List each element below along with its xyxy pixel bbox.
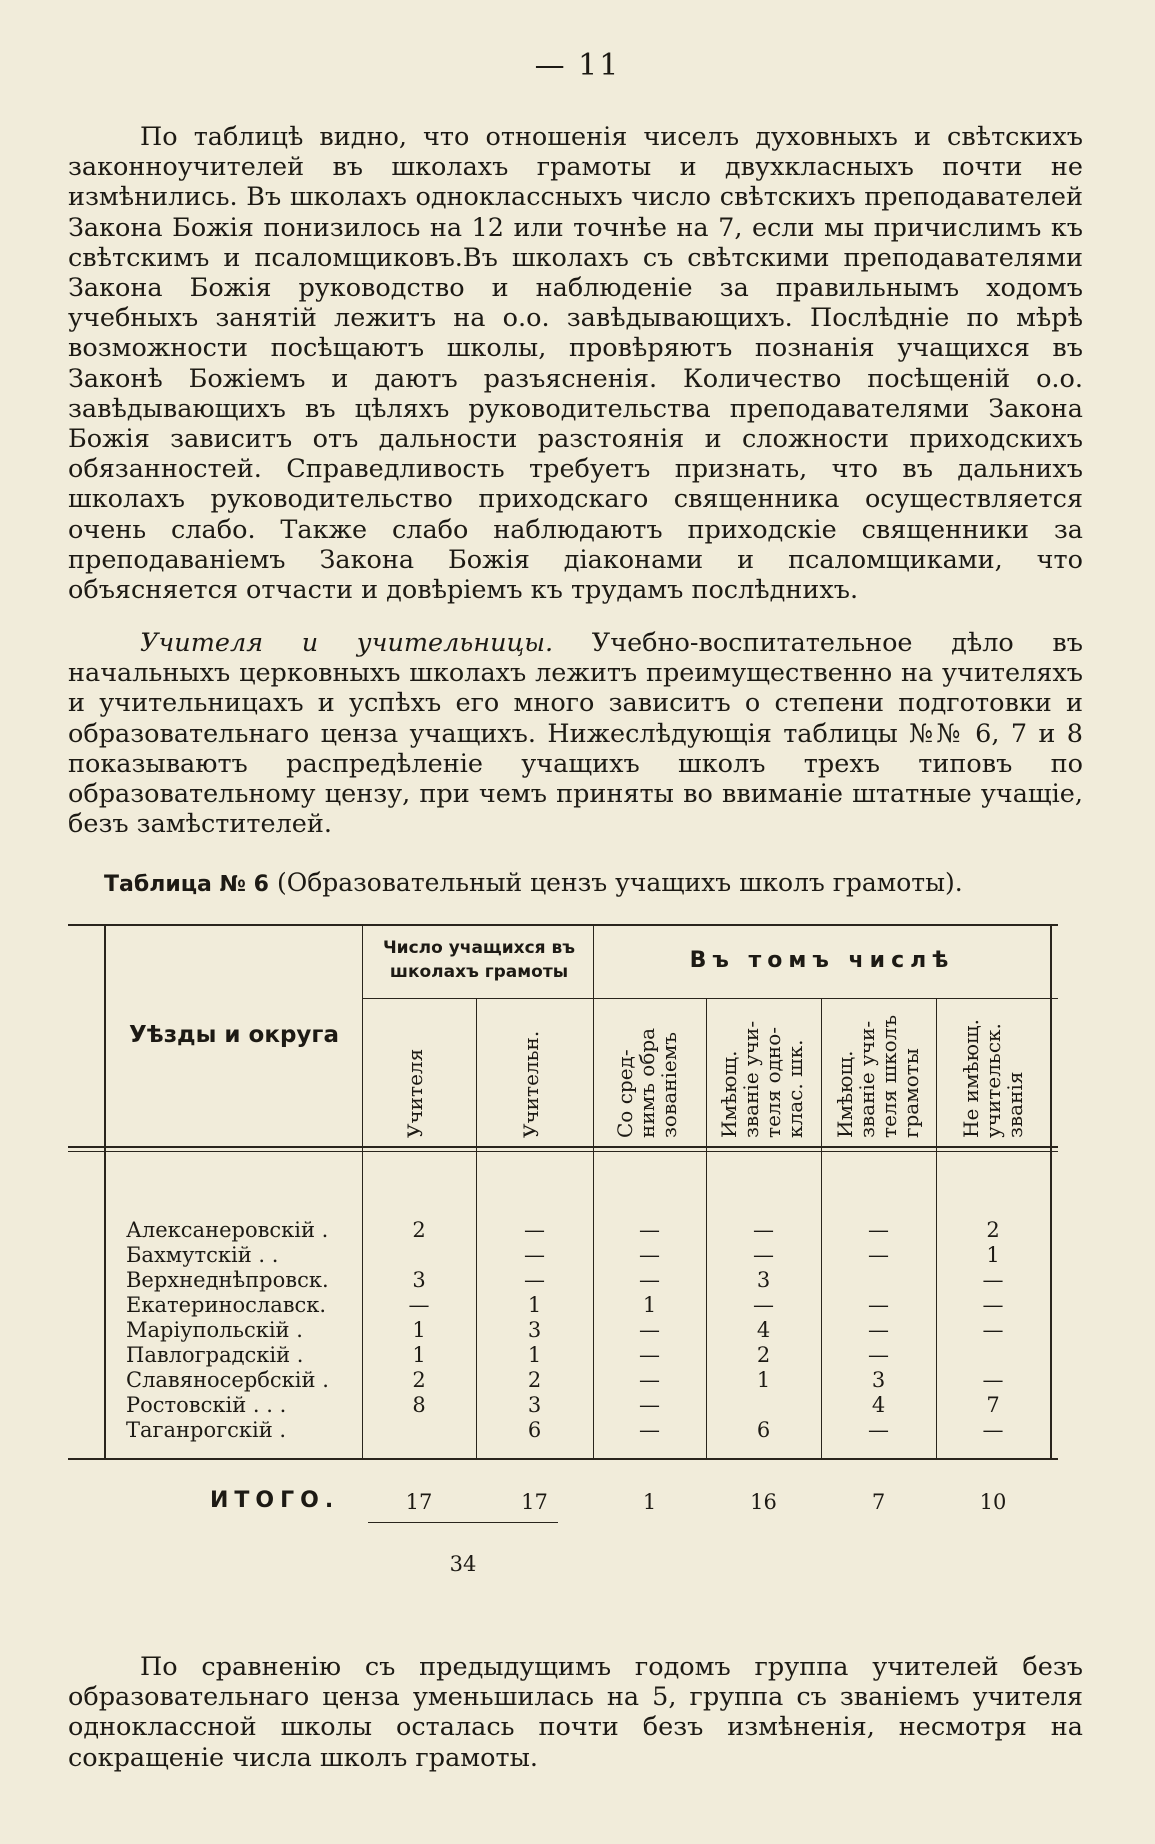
cell-none: — xyxy=(982,1268,1004,1292)
table-row xyxy=(68,1343,1058,1368)
table-header-bottom-rule-2 xyxy=(68,1151,1058,1152)
cell-one-class: — xyxy=(753,1243,774,1267)
total-label: ИТОГО. xyxy=(210,1488,340,1513)
header-group-including: Въ томъ числѣ xyxy=(689,948,955,973)
district-name: Славяносербскій . xyxy=(126,1368,329,1392)
paragraph-2 xyxy=(68,628,1083,839)
cell-teachers-m: 1 xyxy=(412,1318,426,1342)
district-name: Павлоградскій . xyxy=(126,1343,304,1367)
cell-one-class: 2 xyxy=(756,1343,771,1367)
cell-teachers-f: 6 xyxy=(527,1418,542,1442)
cell-teachers-m: 1 xyxy=(412,1343,426,1367)
cell-literacy: — xyxy=(868,1243,889,1267)
header-secondary-edu: Со сред- нимъ обра зованіемъ xyxy=(613,1027,681,1138)
district-name: Бахмутскій . . xyxy=(126,1243,279,1267)
cell-none: — xyxy=(982,1368,1004,1392)
cell-secondary: — xyxy=(639,1268,660,1292)
cell-teachers-m: 3 xyxy=(412,1268,426,1292)
table-row xyxy=(68,1293,1058,1318)
total-secondary: 1 xyxy=(642,1490,657,1514)
paragraph-3 xyxy=(68,1652,1083,1773)
header-teachers-f: Учительн. xyxy=(519,1030,543,1138)
cell-none: 7 xyxy=(986,1393,1000,1417)
table-total-rule xyxy=(68,1458,1058,1460)
cell-teachers-f: — xyxy=(524,1268,545,1292)
paragraph-1-text: По таблицѣ видно, что отношенія чиселъ духовныхъ и свѣтскихъ законноучителей въ школахъ грамоты и двухкласныхъ почти не измѣнились. Въ школахъ одноклассныхъ число свѣтскихъ преподавателей Закона Божія понизилось на 12 или точнѣе на 7, если мы причислимъ къ свѣтскимъ и псаломщиковъ.Въ школахъ съ свѣтскими преподавателями Закона Божія руководство и наблюденіе за правильнымъ ходомъ учебныхъ занятій лежитъ на о.о. завѣдывающихъ. Послѣдніе по мѣрѣ возможности посѣщаютъ школы, провѣряютъ познанія учащихся въ Законѣ Божіемъ и даютъ разъясненія. Количество посѣщеній о.о. завѣдывающихъ въ цѣляхъ руководительства преподавателями Закона Божія зависитъ отъ дальности разстоянія и сложности приходскихъ обязанностей. Справедливость требуетъ признать, что въ дальнихъ школахъ руководительство приходскаго священника осуществляется очень слабо. Также слабо наблюдаютъ приходскіе священники за преподаваніемъ Закона Божія діаконами и псаломщиками, что объясняется отчасти и довѣріемъ къ трудамъ послѣднихъ. xyxy=(68,122,1083,606)
cell-teachers-f: 3 xyxy=(527,1393,542,1417)
cell-teachers-f: 2 xyxy=(527,1368,542,1392)
district-name: Ростовскій . . . xyxy=(126,1393,287,1417)
cell-none: 2 xyxy=(986,1218,1000,1242)
paragraph-1 xyxy=(68,122,1083,605)
cell-teachers-f: — xyxy=(524,1218,545,1242)
table-row xyxy=(68,1318,1058,1343)
cell-literacy: 4 xyxy=(871,1393,886,1417)
cell-literacy: — xyxy=(868,1343,889,1367)
table-caption xyxy=(104,868,1104,897)
cell-none: — xyxy=(982,1318,1004,1342)
total-sum: 34 xyxy=(449,1552,477,1576)
page-number: — 11 xyxy=(534,48,621,83)
cell-one-class: 4 xyxy=(756,1318,771,1342)
header-group-count: Число учащихся въ школахъ грамоты xyxy=(382,938,576,982)
cell-literacy: — xyxy=(868,1218,889,1242)
cell-literacy: 3 xyxy=(871,1368,886,1392)
total-teachers-m: 17 xyxy=(405,1490,433,1514)
cell-one-class: — xyxy=(753,1218,774,1242)
district-name: Екатеринославск. xyxy=(126,1293,327,1317)
cell-secondary: 1 xyxy=(642,1293,657,1317)
cell-teachers-m: 2 xyxy=(412,1368,426,1392)
cell-literacy: — xyxy=(868,1293,889,1317)
table-row xyxy=(68,1418,1058,1443)
cell-none: — xyxy=(982,1293,1004,1317)
table-row xyxy=(68,1368,1058,1393)
total-literacy: 7 xyxy=(871,1490,886,1514)
total-teachers-f: 17 xyxy=(521,1490,548,1514)
cell-teachers-m: 2 xyxy=(412,1218,426,1242)
header-district: Уѣзды и округа xyxy=(129,1022,339,1048)
cell-teachers-m: — xyxy=(408,1293,430,1317)
cell-none: — xyxy=(982,1418,1004,1442)
cell-one-class: — xyxy=(753,1293,774,1317)
district-name: Алексанеровскій . xyxy=(126,1218,329,1242)
cell-secondary: — xyxy=(639,1368,660,1392)
cell-secondary: — xyxy=(639,1218,660,1242)
header-teachers-m: Учителя xyxy=(403,1048,427,1138)
table-row xyxy=(68,1393,1058,1418)
cell-one-class: 1 xyxy=(756,1368,771,1392)
header-no-title: Не имѣющ. учительск. званія xyxy=(959,1019,1027,1138)
paragraph-2-text: Учебно-воспитательное дѣло въ начальныхъ церковныхъ школахъ лежитъ преимущественно на учителяхъ и учительницахъ и успѣхъ его много зависитъ о степени подготовки и образовательнаго ценза учащихъ. Нижеслѣдующія таблицы №№ 6, 7 и 8 показываютъ распредѣленіе учащихъ школъ трехъ типовъ по образовательному цензу, при чемъ приняты во ввиманіе штатные учащіе, безъ замѣстителей. xyxy=(68,628,1083,840)
total-one-class: 16 xyxy=(750,1490,777,1514)
table-subheader-rule xyxy=(362,998,1058,999)
cell-teachers-f: 1 xyxy=(527,1343,542,1367)
cell-teachers-f: — xyxy=(524,1243,545,1267)
cell-none: 1 xyxy=(986,1243,1000,1267)
paragraph-3-text: По сравненію съ предыдущимъ годомъ группа учителей безъ образовательнаго ценза уменьшилась на 5, группа съ званіемъ учителя одноклассной школы осталась почти безъ измѣненія, несмотря на сокращеніе числа школъ грамоты. xyxy=(68,1652,1083,1773)
cell-secondary: — xyxy=(639,1318,660,1342)
total-none: 10 xyxy=(979,1490,1007,1514)
district-name: Таганрогскій . xyxy=(126,1418,287,1442)
table-row xyxy=(68,1243,1058,1268)
table-caption-title: (Образовательный цензъ учащихъ школъ грамоты). xyxy=(269,868,963,897)
table-row xyxy=(68,1268,1058,1293)
header-literacy-title: Имѣющ. званіе учи- теля школъ грамоты xyxy=(833,1014,923,1138)
education-table xyxy=(68,918,1058,1578)
cell-literacy: — xyxy=(868,1318,889,1342)
cell-secondary: — xyxy=(639,1418,660,1442)
cell-secondary: — xyxy=(639,1343,660,1367)
cell-secondary: — xyxy=(639,1393,660,1417)
cell-teachers-f: 3 xyxy=(527,1318,542,1342)
cell-teachers-m: 8 xyxy=(412,1393,426,1417)
table-caption-number: Таблица № 6 xyxy=(104,872,269,897)
cell-literacy: — xyxy=(868,1418,889,1442)
table-header-bottom-rule xyxy=(68,1146,1058,1148)
total-brace-rule xyxy=(368,1522,558,1523)
cell-teachers-f: 1 xyxy=(527,1293,542,1317)
district-name: Маріупольскій . xyxy=(126,1318,303,1342)
cell-one-class: 6 xyxy=(756,1418,771,1442)
district-name: Верхнеднѣпровск. xyxy=(126,1268,329,1292)
cell-one-class: 3 xyxy=(756,1268,771,1292)
table-row xyxy=(68,1218,1058,1243)
cell-secondary: — xyxy=(639,1243,660,1267)
header-one-class-title: Имѣющ. званіе учи- теля одно- клас. шк. xyxy=(717,1020,807,1138)
table-top-rule xyxy=(68,924,1058,926)
paragraph-2-lead: Учителя и учительницы. xyxy=(140,628,554,658)
